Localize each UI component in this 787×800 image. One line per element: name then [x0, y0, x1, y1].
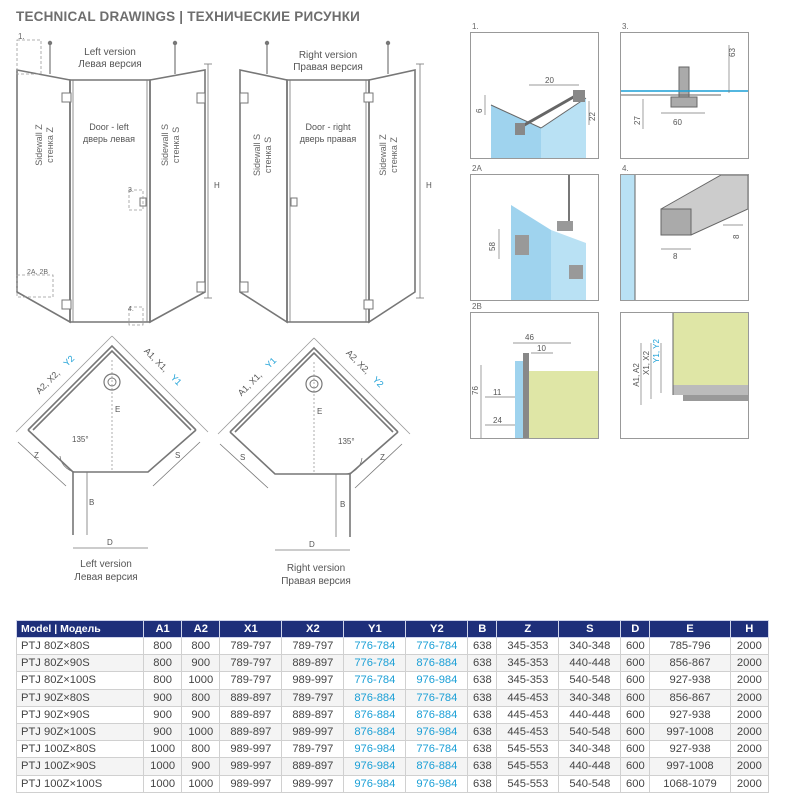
right-plan-dim-left: A1, X1, — [235, 369, 264, 398]
right-plan-dim-left-y: Y1 — [263, 355, 279, 371]
table-cell: 789-797 — [220, 672, 282, 689]
table-cell: 638 — [468, 723, 497, 740]
table-cell: 800 — [144, 638, 182, 655]
table-cell: 600 — [621, 758, 650, 775]
table-cell: 2000 — [730, 775, 768, 792]
table-cell: 776-784 — [406, 638, 468, 655]
detail-5-label-a: A1, A2 — [632, 363, 641, 387]
col-b: B — [468, 621, 497, 638]
table-cell: 638 — [468, 655, 497, 672]
col-x2: X2 — [282, 621, 344, 638]
table-row — [17, 723, 769, 740]
right-sidewall-z-label: Sidewall Z — [378, 134, 388, 176]
table-cell: 800 — [144, 672, 182, 689]
table-cell: 889-897 — [220, 706, 282, 723]
table-cell: 776-784 — [344, 672, 406, 689]
detail-2b-dim-76: 76 — [471, 386, 480, 395]
detail-2b-dim-24: 24 — [493, 416, 502, 425]
table-cell: 1000 — [182, 672, 220, 689]
right-plan-view — [210, 332, 425, 592]
table-cell: 600 — [621, 723, 650, 740]
left-plan-dim-right-y: Y1 — [168, 372, 184, 388]
table-cell: 776-784 — [344, 655, 406, 672]
table-row — [17, 672, 769, 689]
left-sidewall-z-ru: стенка Z — [45, 127, 55, 163]
table-cell: 800 — [182, 689, 220, 706]
table-cell: 789-797 — [282, 689, 344, 706]
left-plan-dim-left-y: Y2 — [61, 353, 77, 369]
table-cell: 545-553 — [497, 775, 559, 792]
table-cell: PTJ 100Z×80S — [17, 741, 144, 758]
table-cell: 785-796 — [650, 638, 730, 655]
table-cell: 345-353 — [497, 638, 559, 655]
table-cell: 789-797 — [282, 638, 344, 655]
left-sidewall-s-ru: стенка S — [171, 126, 181, 164]
table-row — [17, 638, 769, 655]
detail-3 — [620, 32, 749, 159]
table-cell: 900 — [144, 689, 182, 706]
left-plan-dim-right: A1, X1, — [142, 345, 171, 374]
table-cell: 445-453 — [497, 706, 559, 723]
page-title: TECHNICAL DRAWINGS | ТЕХНИЧЕСКИЕ РИСУНКИ — [16, 9, 361, 24]
detail-1-dim-6: 6 — [475, 108, 484, 113]
table-cell: 976-984 — [406, 723, 468, 740]
table-cell: PTJ 80Z×90S — [17, 655, 144, 672]
table-cell: 900 — [182, 706, 220, 723]
table-cell: 1000 — [144, 775, 182, 792]
table-cell: 2000 — [730, 655, 768, 672]
right-plan-dim-right-y: Y2 — [370, 374, 386, 390]
table-cell: 889-897 — [220, 723, 282, 740]
detail-2b-dim-46: 46 — [525, 333, 534, 342]
door-panel — [287, 80, 369, 322]
table-cell: 989-997 — [220, 758, 282, 775]
table-cell: 800 — [182, 638, 220, 655]
left-sidewall-s-label: Sidewall S — [160, 123, 170, 167]
left-plan-caption-en: Left version — [80, 559, 132, 570]
table-cell: 900 — [182, 655, 220, 672]
right-plan-s: S — [240, 453, 246, 462]
table-cell: 976-984 — [406, 775, 468, 792]
table-cell: 600 — [621, 638, 650, 655]
table-cell: 2000 — [730, 638, 768, 655]
left-front-h: H — [214, 181, 220, 190]
table-cell: 600 — [621, 775, 650, 792]
detail-2b-dim-10: 10 — [537, 344, 546, 353]
table-cell: 2000 — [730, 741, 768, 758]
col-model: Model | Модель — [17, 621, 144, 638]
detail-3-dim-27: 27 — [633, 116, 642, 125]
left-door-label: Door - left — [89, 122, 129, 132]
left-plan-dim-left: A2, X2, — [33, 367, 62, 396]
table-cell: 440-448 — [559, 758, 621, 775]
right-front-caption-en: Right version — [298, 50, 358, 61]
table-cell: PTJ 80Z×80S — [17, 638, 144, 655]
table-cell: 445-453 — [497, 689, 559, 706]
table-cell: 638 — [468, 741, 497, 758]
table-cell: 1000 — [182, 723, 220, 740]
table-cell: 638 — [468, 758, 497, 775]
table-cell: 638 — [468, 689, 497, 706]
table-cell: 340-348 — [559, 689, 621, 706]
right-door-ru: дверь правая — [299, 134, 357, 144]
table-header-row — [17, 621, 769, 638]
table-cell: 545-553 — [497, 741, 559, 758]
col-e: E — [650, 621, 730, 638]
table-cell: 2000 — [730, 758, 768, 775]
table-cell: 997-1008 — [650, 723, 730, 740]
right-sidewall-z-ru: стенка Z — [389, 137, 399, 173]
table-cell: 900 — [144, 706, 182, 723]
table-cell: 789-797 — [220, 655, 282, 672]
table-cell: 540-548 — [559, 723, 621, 740]
left-plan-angle: 135° — [72, 435, 89, 444]
table-cell: 989-997 — [220, 741, 282, 758]
table-cell: PTJ 90Z×80S — [17, 689, 144, 706]
detail-2b-dim-11: 11 — [493, 388, 502, 397]
detail-1-label: 1. — [472, 22, 479, 31]
table-cell: 876-884 — [406, 758, 468, 775]
table-cell: 540-548 — [559, 775, 621, 792]
left-front-mark-3: 3. — [128, 187, 134, 194]
right-front-h: H — [426, 181, 432, 190]
table-cell: 638 — [468, 638, 497, 655]
detail-1 — [470, 32, 599, 159]
table-cell: 876-884 — [406, 655, 468, 672]
table-row — [17, 758, 769, 775]
detail-5 — [620, 312, 749, 439]
col-y1: Y1 — [344, 621, 406, 638]
sidewall-z-panel — [369, 70, 415, 322]
right-door-label: Door - right — [305, 122, 351, 132]
table-cell: 1000 — [144, 758, 182, 775]
detail-4-label: 4. — [622, 164, 629, 173]
table-cell: 800 — [144, 655, 182, 672]
table-cell: 889-897 — [282, 706, 344, 723]
table-cell: 545-553 — [497, 758, 559, 775]
detail-4 — [620, 174, 749, 301]
table-cell: PTJ 80Z×100S — [17, 672, 144, 689]
detail-1-dim-20: 20 — [545, 76, 554, 85]
table-row — [17, 655, 769, 672]
table-cell: PTJ 100Z×100S — [17, 775, 144, 792]
left-plan-caption-ru: Левая версия — [74, 572, 138, 583]
detail-1-dim-22: 22 — [588, 112, 597, 121]
table-cell: 976-984 — [406, 672, 468, 689]
left-plan-e: E — [115, 405, 121, 414]
table-cell: 638 — [468, 672, 497, 689]
left-plan-view — [8, 330, 223, 590]
table-row — [17, 706, 769, 723]
table-cell: 889-897 — [220, 689, 282, 706]
table-cell: PTJ 90Z×100S — [17, 723, 144, 740]
col-d: D — [621, 621, 650, 638]
table-cell: 1000 — [144, 741, 182, 758]
left-plan-s: S — [175, 451, 181, 460]
left-front-mark-2: 2A, 2B — [27, 269, 49, 276]
table-cell: 900 — [182, 758, 220, 775]
table-cell: 600 — [621, 672, 650, 689]
left-sidewall-z-label: Sidewall Z — [34, 124, 44, 166]
left-front-view — [10, 30, 225, 335]
sidewall-z-panel — [17, 70, 70, 322]
table-cell: 345-353 — [497, 655, 559, 672]
table-cell: 927-938 — [650, 706, 730, 723]
table-cell: 989-997 — [220, 775, 282, 792]
table-cell: 989-997 — [282, 775, 344, 792]
table-cell: 440-448 — [559, 706, 621, 723]
right-plan-caption-ru: Правая версия — [281, 576, 351, 587]
table-cell: 600 — [621, 741, 650, 758]
right-plan-e: E — [317, 407, 323, 416]
table-cell: 789-797 — [220, 638, 282, 655]
table-cell: 345-353 — [497, 672, 559, 689]
table-cell: 989-997 — [282, 672, 344, 689]
table-cell: 900 — [144, 723, 182, 740]
detail-3-label: 3. — [622, 22, 629, 31]
col-z: Z — [497, 621, 559, 638]
table-cell: 856-867 — [650, 655, 730, 672]
detail-5-label-y: Y1, Y2 — [652, 339, 661, 363]
table-cell: 600 — [621, 655, 650, 672]
right-front-caption-ru: Правая версия — [293, 62, 363, 73]
table-cell: PTJ 100Z×90S — [17, 758, 144, 775]
table-cell: 440-448 — [559, 655, 621, 672]
col-x1: X1 — [220, 621, 282, 638]
table-cell: 600 — [621, 706, 650, 723]
table-row — [17, 741, 769, 758]
table-cell: 789-797 — [282, 741, 344, 758]
table-row — [17, 689, 769, 706]
left-plan-z: Z — [34, 451, 39, 460]
table-cell: 2000 — [730, 723, 768, 740]
table-cell: 800 — [182, 741, 220, 758]
table-cell: 876-884 — [406, 706, 468, 723]
right-plan-z: Z — [380, 453, 385, 462]
table-cell: 2000 — [730, 689, 768, 706]
table-body — [17, 638, 769, 793]
left-plan-b: B — [89, 498, 95, 507]
detail-3-dim-60: 60 — [673, 118, 682, 127]
table-cell: 1000 — [182, 775, 220, 792]
table-cell: 2000 — [730, 672, 768, 689]
left-door-ru: дверь левая — [83, 134, 135, 144]
detail-5-label-x: X1, X2 — [642, 350, 651, 376]
table-cell: 540-548 — [559, 672, 621, 689]
table-cell: 889-897 — [282, 758, 344, 775]
left-front-caption-en: Left version — [84, 47, 136, 58]
table-cell: 927-938 — [650, 672, 730, 689]
table-cell: 2000 — [730, 706, 768, 723]
detail-2b-label: 2B — [472, 302, 482, 311]
detail-4-dim-8b: 8 — [673, 252, 678, 261]
table-cell: 600 — [621, 689, 650, 706]
table-cell: 638 — [468, 775, 497, 792]
table-cell: 445-453 — [497, 723, 559, 740]
col-y2: Y2 — [406, 621, 468, 638]
door-panel — [70, 80, 150, 322]
detail-2a — [470, 174, 599, 301]
right-plan-d: D — [309, 540, 315, 549]
right-plan-angle: 135° — [338, 437, 355, 446]
right-plan-caption-en: Right version — [286, 563, 346, 574]
left-front-mark-1: 1. — [18, 32, 25, 41]
table-cell: 340-348 — [559, 741, 621, 758]
table-cell: 856-867 — [650, 689, 730, 706]
table-cell: 638 — [468, 706, 497, 723]
right-sidewall-s-label: Sidewall S — [252, 133, 262, 177]
right-plan-dim-right: A2, X2, — [344, 347, 373, 376]
table-cell: 876-884 — [344, 689, 406, 706]
left-plan-d: D — [107, 538, 113, 547]
detail-3-dim-63: 63 — [728, 48, 737, 57]
table-cell: 876-884 — [344, 706, 406, 723]
table-cell: 976-984 — [344, 741, 406, 758]
left-front-mark-4: 4. — [128, 306, 134, 313]
spec-table — [16, 620, 769, 793]
left-front-caption-ru: Левая версия — [78, 59, 142, 70]
col-s: S — [559, 621, 621, 638]
col-a1: A1 — [144, 621, 182, 638]
table-cell: 876-884 — [344, 723, 406, 740]
table-cell: 776-784 — [406, 741, 468, 758]
table-cell: PTJ 90Z×90S — [17, 706, 144, 723]
table-cell: 1068-1079 — [650, 775, 730, 792]
detail-4-dim-8a: 8 — [732, 234, 741, 239]
right-front-view — [232, 30, 447, 335]
table-cell: 776-784 — [406, 689, 468, 706]
right-plan-b: B — [340, 500, 346, 509]
table-cell: 340-348 — [559, 638, 621, 655]
detail-2a-label: 2A — [472, 164, 482, 173]
table-cell: 889-897 — [282, 655, 344, 672]
detail-2b — [470, 312, 599, 439]
col-h: H — [730, 621, 768, 638]
table-row — [17, 775, 769, 792]
right-sidewall-s-ru: стенка S — [263, 136, 273, 174]
table-cell: 989-997 — [282, 723, 344, 740]
table-cell: 997-1008 — [650, 758, 730, 775]
table-cell: 976-984 — [344, 775, 406, 792]
table-cell: 976-984 — [344, 758, 406, 775]
table-cell: 776-784 — [344, 638, 406, 655]
table-cell: 927-938 — [650, 741, 730, 758]
col-a2: A2 — [182, 621, 220, 638]
detail-2a-dim-58: 58 — [488, 242, 497, 251]
